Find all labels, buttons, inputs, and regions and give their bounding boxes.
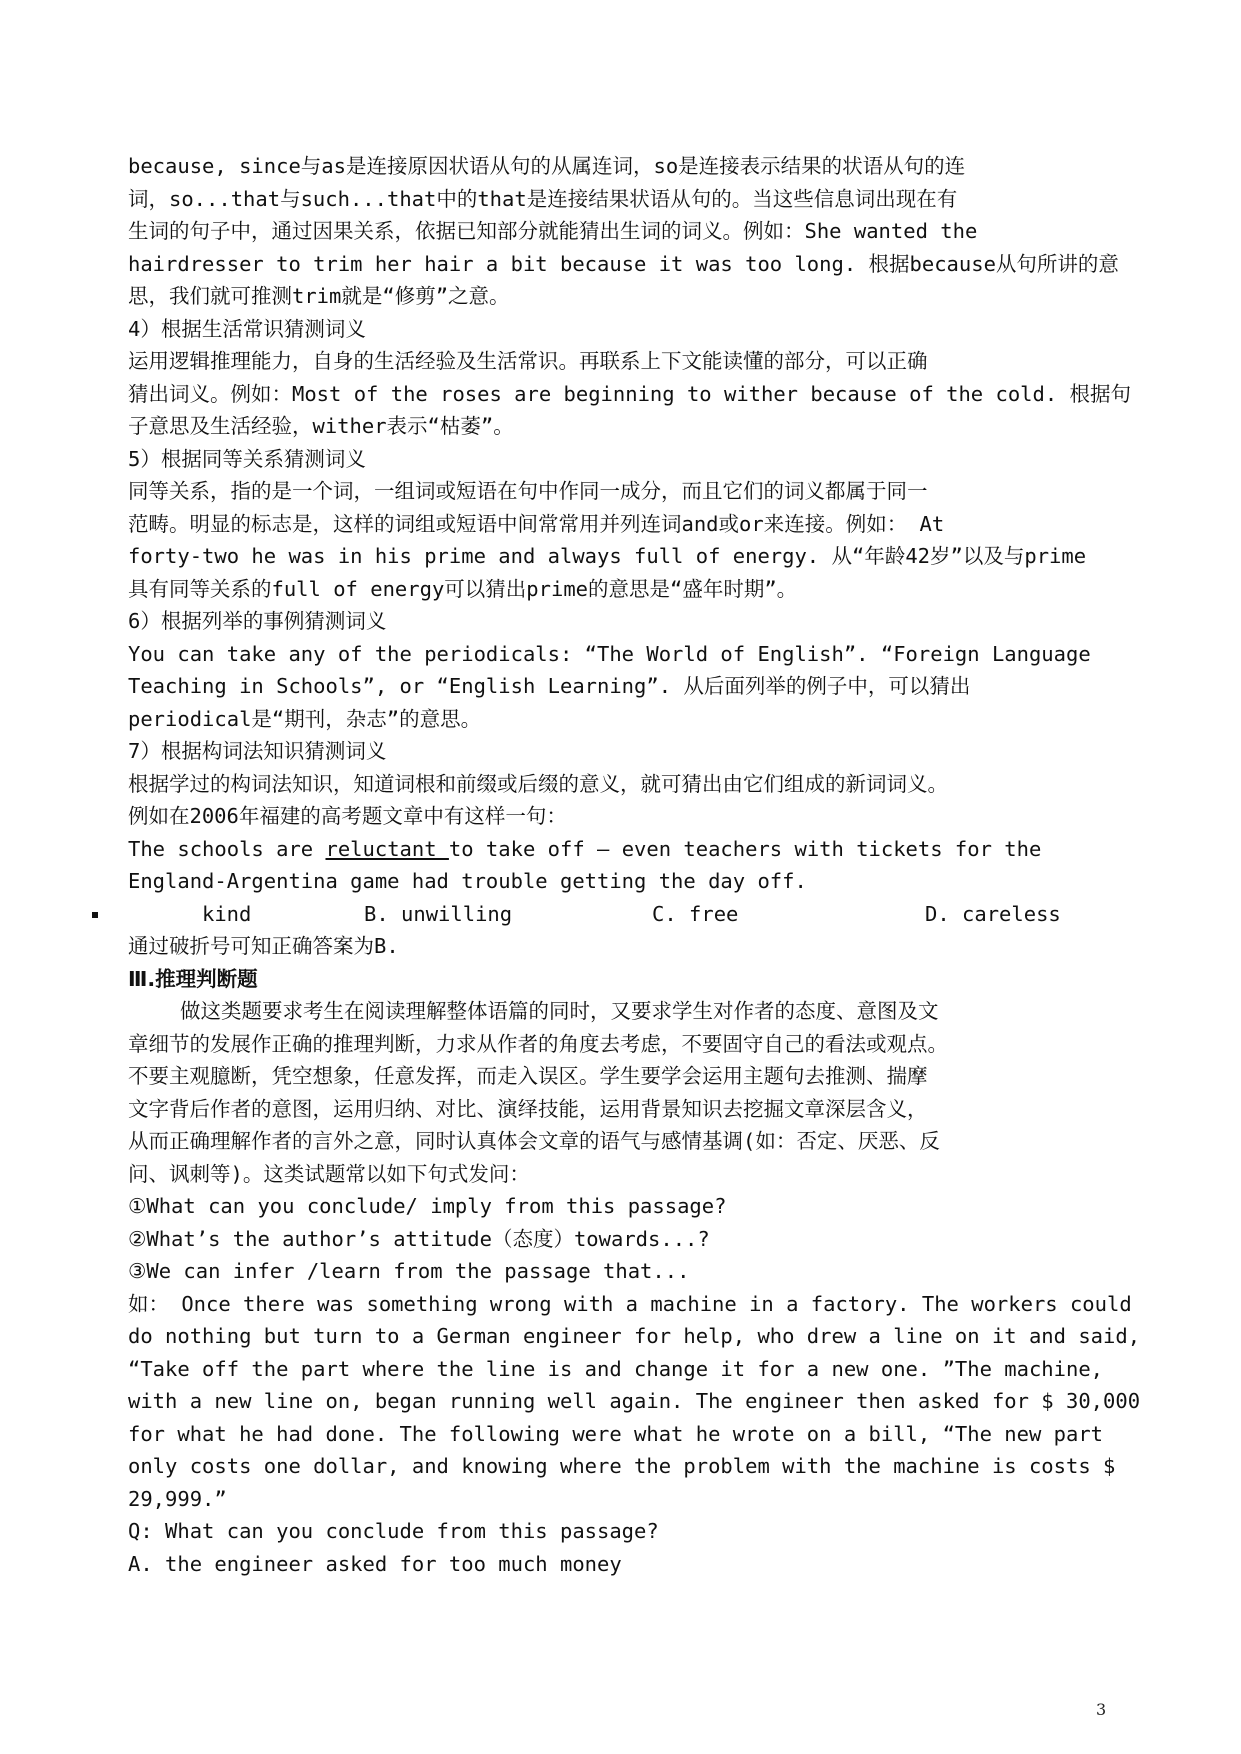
question-line: Q: What can you conclude from this passage? — [128, 1519, 659, 1543]
answer-line-a: A. the engineer asked for too much money — [128, 1551, 622, 1576]
text-line: 生词的句子中，通过因果关系，依据已知部分就能猜出生词的词义。例如：She wanted the — [128, 219, 978, 243]
text-line: 根据学过的构词法知识，知道词根和前缀或后缀的意义，就可猜出由它们组成的新词词义。 — [128, 771, 948, 796]
text-line: 通过破折号可知正确答案为B. — [128, 934, 399, 958]
text-line: 猜出词义。例如：Most of the roses are beginning to wither because of the cold. 根据句 — [128, 381, 1132, 406]
text-line: Teaching in Schools”, or “English Learning”. 从后面列举的例子中，可以猜出 — [128, 674, 971, 698]
question-pattern-3: ③We can infer /learn from the passage that... — [128, 1259, 690, 1283]
text-line: 范畴。明显的标志是，这样的词组或短语中间常常用并列连词and或or来连接。例如： At — [128, 511, 945, 536]
text-line: periodical是“期刊，杂志”的意思。 — [128, 706, 482, 731]
document-body — [128, 150, 1173, 1580]
question-pattern-2: ②What’s the author’s attitude（态度）towards...? — [128, 1226, 710, 1251]
text-line: 思，我们就可推测trim就是“修剪”之意。 — [128, 284, 510, 308]
text-line: forty-two he was in his prime and always full of energy. 从“年龄42岁”以及与prime — [128, 544, 1087, 568]
text-line: 子意思及生活经验，wither表示“枯萎”。 — [128, 414, 514, 438]
question-pattern-1: ①What can you conclude/ imply from this passage? — [128, 1194, 727, 1218]
underlined-word: reluctant — [325, 836, 449, 861]
text-line: 运用逻辑推理能力，自身的生活经验及生活常识。再联系上下文能读懂的部分，可以正确 — [128, 349, 928, 373]
section-heading-iii: Ⅲ.推理判断题 — [128, 966, 258, 991]
option-a: kind — [202, 901, 252, 926]
example-text: to take off — even teachers with tickets for the — [448, 836, 1042, 861]
text-line: 不要主观臆断，凭空想象，任意发挥，而走入误区。学生要学会运用主题句去推测、揣摩 — [128, 1064, 928, 1088]
text-line: 例如在2006年福建的高考题文章中有这样一句： — [128, 804, 567, 828]
section-heading-4: 4）根据生活常识猜测词义 — [128, 316, 366, 341]
section-heading-7: 7）根据构词法知识猜测词义 — [128, 739, 387, 763]
text-line: only costs one dollar, and knowing where the problem with the machine is costs $ — [128, 1454, 1116, 1478]
text-line: do nothing but turn to a German engineer for help, who drew a line on it and said, — [128, 1324, 1141, 1348]
text-line: You can take any of the periodicals: “The World of English”. “Foreign Language — [128, 641, 1091, 666]
text-line: “Take off the part where the line is and change it for a new one. ”The machine, — [128, 1356, 1104, 1381]
page-number: 3 — [1096, 1700, 1107, 1719]
text-line: England-Argentina game had trouble getting the day off. — [128, 869, 807, 893]
section-heading-6: 6）根据列举的事例猜测词义 — [128, 609, 387, 633]
text-line: 做这类题要求考生在阅读理解整体语篇的同时，又要求学生对作者的态度、意图及文 — [180, 999, 939, 1023]
text-line: with a new line on, began running well again. The engineer then asked for $ 30,000 — [128, 1389, 1141, 1413]
text-line: 问、讽刺等)。这类试题常以如下句式发问： — [128, 1161, 530, 1186]
example-sentence — [128, 833, 1173, 866]
answer-options — [128, 898, 1173, 931]
text-line: because, since与as是连接原因状语从句的从属连词，so是连接表示结果的状语从句的连 — [128, 154, 966, 178]
text-line: hairdresser to trim her hair a bit because it was too long. 根据because从句所讲的意 — [128, 251, 1119, 276]
text-line: 文字背后作者的意图，运用归纳、对比、演绎技能，运用背景知识去挖掘文章深层含义， — [128, 1096, 928, 1121]
text-line: 章细节的发展作正确的推理判断，力求从作者的角度去考虑，不要固守自己的看法或观点。 — [128, 1031, 948, 1056]
bullet-marker — [92, 912, 98, 918]
example-text: The schools are — [128, 836, 326, 861]
option-c: C. free — [652, 901, 739, 926]
section-heading-5: 5）根据同等关系猜测词义 — [128, 446, 366, 471]
text-line: 同等关系，指的是一个词，一组词或短语在句中作同一成分，而且它们的词义都属于同一 — [128, 479, 928, 503]
text-line: 具有同等关系的full of energy可以猜出prime的意思是“盛年时期”。 — [128, 576, 798, 601]
text-line: 词，so...that与such...that中的that是连接结果状语从句的。当这些信息词出现在有 — [128, 186, 958, 211]
text-line: for what he had done. The following were what he wrote on a bill, “The new part — [128, 1421, 1104, 1446]
option-b: B. unwilling — [364, 901, 513, 926]
text-line: 如： Once there was something wrong with a machine in a factory. The workers could — [128, 1291, 1132, 1316]
option-d: D. careless — [925, 901, 1061, 926]
text-line: 29,999.” — [128, 1486, 227, 1511]
text-line: 从而正确理解作者的言外之意，同时认真体会文章的语气与感情基调(如：否定、厌恶、反 — [128, 1129, 940, 1153]
